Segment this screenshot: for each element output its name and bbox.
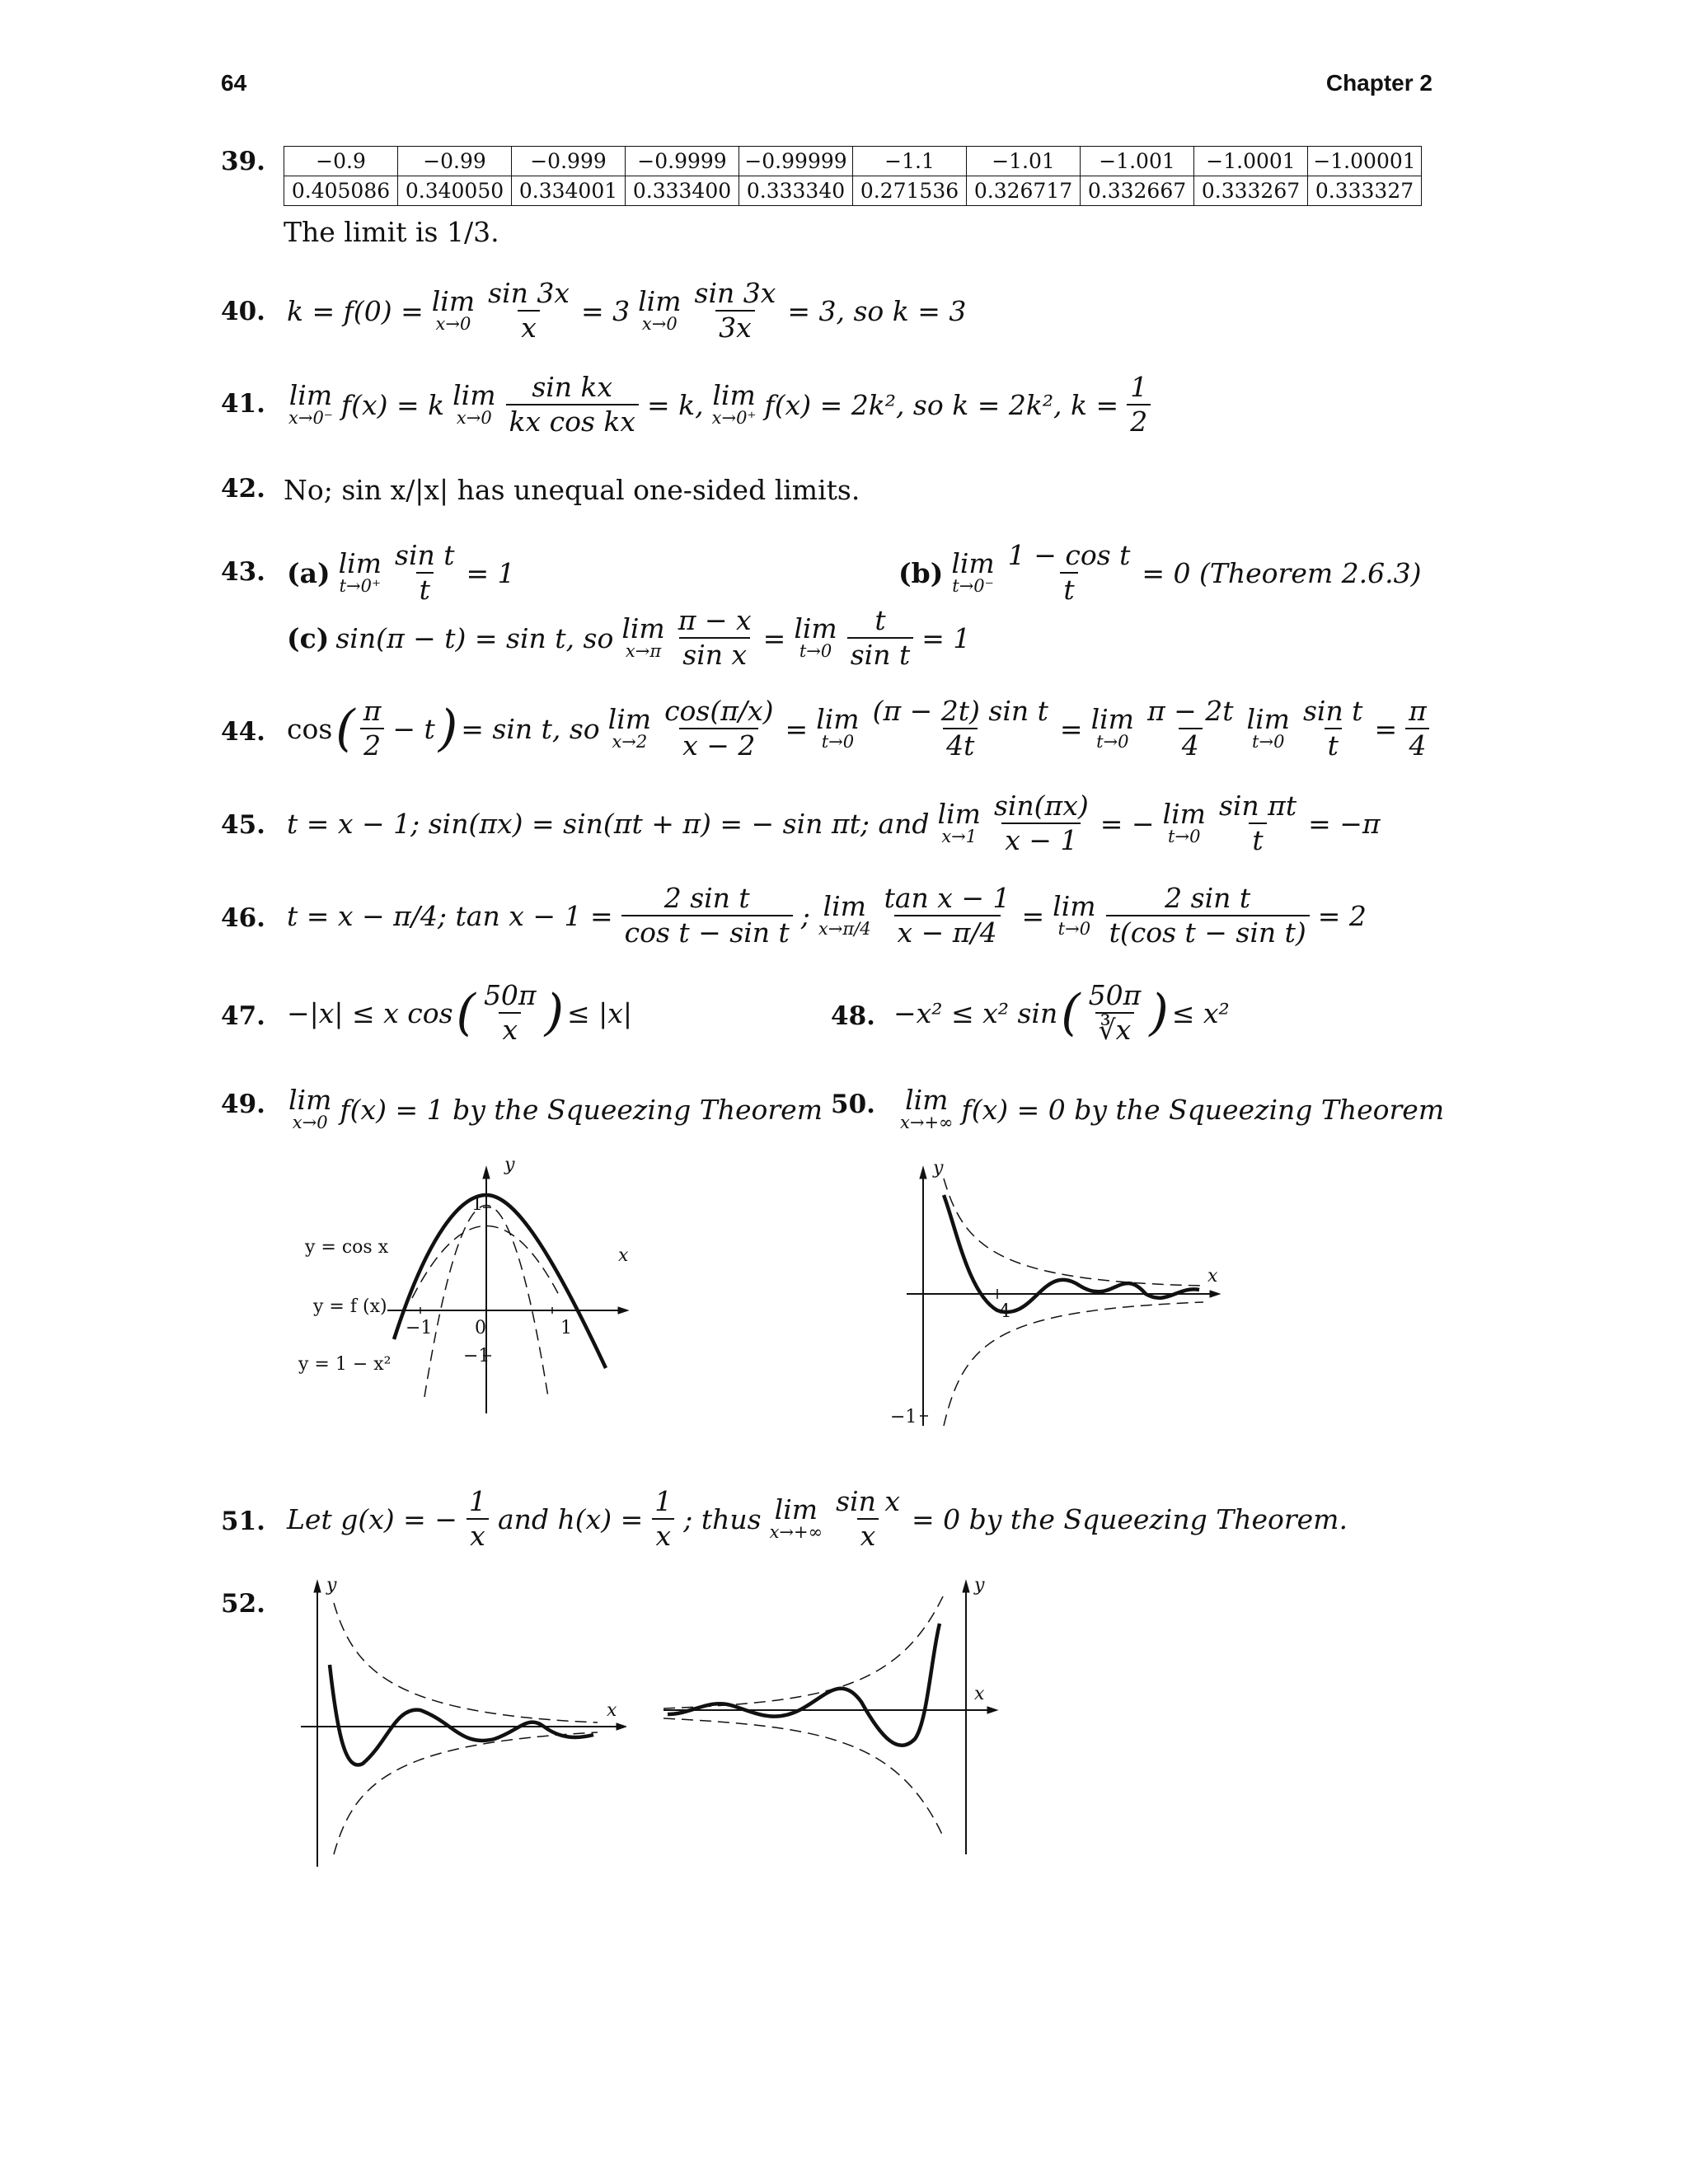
lower-envelope	[663, 1718, 944, 1838]
problem-43c	[284, 606, 973, 671]
denominator: 4	[1405, 728, 1429, 761]
table-cell: 0.333327	[1308, 176, 1422, 206]
lim-subscript: x→2	[612, 732, 648, 752]
tick-label-zero: 0	[475, 1318, 486, 1338]
numerator: 50π	[483, 979, 537, 1011]
lim-subscript: x→0	[292, 1113, 328, 1132]
f-curve	[330, 1665, 593, 1765]
eq-text: ;	[800, 899, 810, 932]
fraction	[1005, 541, 1134, 606]
part-label: (a)	[287, 556, 331, 589]
eq-text: −|x| ≤ x cos	[287, 996, 453, 1029]
lim-label: lim	[1162, 798, 1206, 831]
numerator: sin 3x	[488, 277, 570, 309]
eq-text: = k,	[646, 388, 704, 421]
problem-43a	[284, 541, 518, 606]
lim-label: lim	[951, 547, 995, 580]
table-cell: −0.99999	[739, 147, 853, 176]
denominator: x	[857, 1518, 879, 1551]
x-axis-arrow	[618, 1307, 628, 1314]
denominator: sin x	[679, 637, 750, 670]
numerator: π	[363, 695, 382, 727]
lim-subscript: t→0	[1168, 827, 1201, 847]
fraction	[1216, 791, 1300, 856]
lim-label: lim	[338, 547, 382, 580]
denominator: cos t − sin t	[621, 915, 793, 948]
limit-operator	[338, 547, 382, 597]
limit-operator	[431, 285, 476, 335]
y-axis-arrow	[483, 1167, 490, 1179]
left-paren: (	[456, 984, 476, 1043]
problem-47-equation	[284, 981, 635, 1046]
denominator: x − 2	[679, 728, 758, 761]
lim-label: lim	[638, 285, 682, 318]
x-axis-label: x	[1207, 1266, 1218, 1286]
problem-50-statement	[895, 1086, 1447, 1132]
problem-43-number: 43.	[221, 557, 265, 587]
limit-operator	[1091, 705, 1134, 752]
numerator: 1	[468, 1485, 486, 1517]
problem-52-left-graph	[297, 1574, 626, 1879]
problem-48-number: 48.	[831, 1001, 875, 1031]
tick-label-neg-one: −1	[890, 1407, 917, 1427]
table-cell: 0.334001	[512, 176, 626, 206]
numerator: 2 sin t	[663, 882, 750, 914]
denominator: t	[1060, 572, 1077, 605]
chapter-title: Chapter 2	[1325, 70, 1432, 96]
eq-text: = −	[1100, 807, 1155, 840]
denominator: sin t	[847, 637, 914, 670]
eq-text: f(x) = 2k², so k = 2k², k =	[764, 388, 1119, 421]
numerator: π − x	[678, 604, 752, 636]
table-row-x	[284, 147, 1422, 176]
lim-label: lim	[1090, 703, 1134, 736]
fraction	[1405, 696, 1430, 762]
problem-42-text: No; sin x/|x| has unequal one-sided limits.	[284, 474, 860, 506]
table-cell: −1.001	[1081, 147, 1194, 176]
problem-46-number: 46.	[221, 903, 265, 933]
table-cell: 0.333267	[1194, 176, 1308, 206]
lim-subscript: x→0⁺	[711, 408, 757, 429]
problem-45-number: 45.	[221, 810, 265, 840]
eq-text: = 3, so k = 3	[787, 294, 967, 327]
denominator: 4	[1179, 728, 1203, 761]
problem-52-right-graph	[659, 1574, 1006, 1879]
lim-subscript: t→0	[821, 732, 855, 752]
lim-subscript: x→0	[641, 314, 678, 335]
problem-47-number: 47.	[221, 1001, 265, 1031]
problem-49-number: 49.	[221, 1090, 265, 1119]
numerator: π	[1409, 695, 1427, 727]
fraction	[1106, 883, 1310, 949]
eq-text: = 0 by the Squeezing Theorem.	[911, 1502, 1348, 1535]
table-cell: 0.340050	[398, 176, 512, 206]
lim-label: lim	[774, 1493, 818, 1526]
limit-operator	[938, 800, 981, 846]
numerator: tan x − 1	[884, 882, 1010, 914]
lim-label: lim	[452, 379, 496, 412]
problem-44-equation	[284, 696, 1435, 762]
cos-curve-label: y = cos x	[305, 1237, 389, 1258]
numerator: 1	[654, 1485, 673, 1517]
problem-40-number: 40.	[221, 297, 265, 326]
denominator: kx cos kx	[506, 404, 639, 437]
lim-label: lim	[431, 285, 476, 318]
limit-operator	[1053, 890, 1096, 940]
y-axis-label: y	[933, 1158, 944, 1179]
x-axis-arrow	[987, 1707, 997, 1713]
limit-operator	[288, 379, 333, 429]
limit-operator	[900, 1086, 954, 1132]
lim-subscript: x→0	[456, 408, 492, 429]
numerator: sin t	[1302, 695, 1363, 727]
fraction	[991, 791, 1092, 856]
limit-operator	[608, 705, 651, 752]
lim-subscript: t→0⁺	[339, 576, 382, 597]
fraction	[506, 373, 639, 438]
limit-operator	[951, 547, 995, 597]
page-number: 64	[221, 70, 247, 96]
denominator: t	[1249, 823, 1266, 855]
y-axis-label: y	[974, 1575, 985, 1596]
eq-text: t = x − 1; sin(πx) = sin(πt + π) = − sin πt; and	[287, 807, 930, 840]
eq-text: = 2	[1317, 899, 1367, 932]
table-cell: −1.0001	[1194, 147, 1308, 176]
eq-text: ≤ x²	[1171, 996, 1230, 1029]
denominator: t	[1325, 728, 1342, 761]
numerator: cos(π/x)	[664, 695, 774, 727]
right-paren: )	[544, 984, 565, 1043]
problem-46-equation	[284, 883, 1370, 949]
limit-operator	[769, 1493, 823, 1543]
eq-text: =	[1021, 899, 1045, 932]
problem-51-statement	[284, 1487, 1351, 1552]
problem-49-graph	[288, 1154, 668, 1418]
y-axis-arrow	[963, 1581, 969, 1592]
problem-50-number: 50.	[831, 1090, 875, 1119]
eq-text: = −π	[1308, 807, 1381, 840]
denominator: x	[499, 1012, 521, 1045]
lim-label: lim	[794, 612, 837, 645]
problem-40-equation	[284, 279, 969, 344]
table-cell: 0.405086	[284, 176, 398, 206]
table-cell: 0.333340	[739, 176, 853, 206]
problem-45-equation	[284, 791, 1384, 856]
problem-51-number: 51.	[221, 1507, 265, 1536]
denominator: x	[467, 1518, 489, 1551]
table-cell: −1.1	[853, 147, 967, 176]
eq-text: = 0 (Theorem 2.6.3)	[1142, 556, 1422, 589]
tick-label-one: 1	[471, 1194, 483, 1215]
denominator: x	[518, 310, 540, 343]
x-axis-label: x	[618, 1245, 629, 1266]
eq-text: f(x) = k	[340, 388, 445, 421]
denominator: 2	[360, 728, 384, 761]
table-row-f	[284, 176, 1422, 206]
numerator: sin πt	[1218, 790, 1297, 822]
numerator: sin t	[395, 539, 455, 571]
table-cell: 0.271536	[853, 176, 967, 206]
problem-41-equation	[284, 373, 1156, 438]
fraction	[621, 883, 793, 949]
eq-text: =	[1374, 712, 1398, 745]
eq-text: f(x) = 0 by the Squeezing Theorem	[961, 1093, 1445, 1126]
lim-label: lim	[816, 703, 860, 736]
problem-39-number: 39.	[221, 147, 265, 176]
limit-operator	[711, 379, 757, 429]
right-paren: )	[1149, 984, 1169, 1043]
denominator: t(cos t − sin t)	[1106, 915, 1310, 948]
denominator: 3x	[715, 310, 755, 343]
tick-label-four: 4	[999, 1301, 1010, 1322]
x-axis-label: x	[974, 1684, 985, 1704]
fraction	[466, 1487, 490, 1552]
eq-text: Let g(x) = −	[287, 1502, 457, 1535]
numerator: 1	[1130, 371, 1148, 403]
numerator: sin x	[836, 1485, 900, 1517]
eq-text: =	[1059, 712, 1083, 745]
f-curve-label: y = f (x)	[313, 1296, 387, 1317]
fraction	[661, 696, 776, 762]
eq-text: k = f(0) =	[287, 294, 424, 327]
lim-label: lim	[288, 379, 333, 412]
denominator: ∛x	[1095, 1012, 1135, 1045]
eq-text: ≤ |x|	[567, 996, 633, 1029]
f-curve	[394, 1195, 606, 1368]
denominator: 2	[1127, 404, 1151, 437]
upper-envelope	[944, 1179, 1203, 1286]
fraction	[651, 1487, 675, 1552]
x-axis-arrow	[617, 1723, 626, 1730]
limit-operator	[452, 379, 496, 429]
part-label: (c)	[287, 621, 330, 654]
x-axis-arrow	[1210, 1291, 1220, 1297]
x-tick-label-pos: 1	[560, 1318, 572, 1338]
lim-label: lim	[1246, 703, 1290, 736]
lim-subscript: t→0	[1096, 732, 1129, 752]
problem-44-number: 44.	[221, 717, 265, 747]
problem-39-table	[284, 146, 1422, 206]
y-axis-label: y	[326, 1575, 337, 1596]
table-cell: −0.9999	[626, 147, 739, 176]
table-cell: −0.9	[284, 147, 398, 176]
numerator: π − 2t	[1146, 695, 1234, 727]
lim-subscript: t→0⁻	[952, 576, 994, 597]
upper-envelope	[663, 1595, 944, 1708]
fraction	[360, 696, 385, 762]
lim-label: lim	[712, 379, 756, 412]
numerator: sin kx	[532, 371, 613, 403]
fraction	[870, 696, 1052, 762]
denominator: 4t	[943, 728, 978, 761]
table-cell: −0.99	[398, 147, 512, 176]
denominator: x	[652, 1518, 674, 1551]
problem-43b	[895, 541, 1424, 606]
lim-subscript: x→1	[941, 827, 978, 847]
y-axis-arrow	[920, 1167, 926, 1179]
part-label: (b)	[898, 556, 944, 589]
lim-label: lim	[1053, 890, 1096, 923]
eq-text: sin(π − t) = sin t, so	[335, 621, 614, 654]
fraction	[1127, 373, 1151, 438]
lim-subscript: x→0	[435, 314, 471, 335]
eq-text: =	[785, 712, 809, 745]
lim-subscript: t→0	[799, 641, 832, 662]
eq-text: f(x) = 1 by the Squeezing Theorem	[340, 1093, 823, 1126]
problem-48-equation	[890, 981, 1233, 1046]
fraction	[392, 541, 458, 606]
eq-text: = 3	[580, 294, 631, 327]
limit-operator	[818, 890, 871, 940]
problem-39-conclusion: The limit is 1/3.	[284, 216, 499, 248]
fraction	[675, 606, 755, 671]
limit-operator	[1163, 800, 1206, 846]
limit-operator	[1247, 705, 1290, 752]
denominator: x − 1	[1001, 823, 1081, 855]
denominator: t	[416, 572, 434, 605]
eq-text: = 1	[921, 621, 971, 654]
fraction	[1300, 696, 1367, 762]
y-axis-arrow	[314, 1581, 321, 1592]
lower-envelope	[944, 1302, 1203, 1426]
numerator: sin 3x	[694, 277, 776, 309]
numerator: (π − 2t) sin t	[872, 695, 1048, 727]
fraction	[692, 279, 780, 344]
table-cell: 0.332667	[1081, 176, 1194, 206]
eq-text: − t	[392, 712, 435, 745]
eq-text: = sin t, so	[461, 712, 600, 745]
fraction	[1085, 981, 1145, 1046]
left-paren: (	[1061, 984, 1081, 1043]
problem-52-number: 52.	[221, 1589, 265, 1619]
fraction	[1144, 696, 1237, 762]
left-paren: (	[335, 700, 355, 758]
lim-subscript: x→π/4	[818, 919, 871, 940]
eq-text: −x² ≤ x² sin	[893, 996, 1058, 1029]
problem-42-number: 42.	[221, 474, 265, 504]
numerator: 1 − cos t	[1007, 539, 1131, 571]
fraction	[847, 606, 914, 671]
lim-subscript: t→0	[1057, 919, 1091, 940]
eq-text: t = x − π/4; tan x − 1 =	[287, 899, 613, 932]
right-paren: )	[438, 700, 458, 758]
upper-envelope	[334, 1603, 598, 1722]
eq-text: =	[762, 621, 786, 654]
limit-operator	[638, 285, 682, 335]
denominator: x − π/4	[894, 915, 1001, 948]
limit-operator	[621, 612, 665, 662]
tick-label-neg-one: −1	[463, 1346, 490, 1366]
problem-49-statement	[284, 1086, 826, 1132]
y-axis-label: y	[504, 1155, 515, 1175]
fraction	[485, 279, 573, 344]
numerator: t	[874, 604, 886, 636]
numerator: 50π	[1088, 979, 1142, 1011]
lim-label: lim	[621, 612, 665, 645]
fraction	[481, 981, 540, 1046]
table-cell: 0.326717	[967, 176, 1081, 206]
lim-subscript: x→+∞	[900, 1113, 954, 1132]
table-cell: −1.01	[967, 147, 1081, 176]
quadratic-curve-label: y = 1 − x²	[298, 1354, 392, 1375]
table-cell: 0.333400	[626, 176, 739, 206]
lim-label: lim	[905, 1084, 949, 1116]
limit-operator	[816, 705, 859, 752]
f-curve	[668, 1624, 940, 1746]
fraction	[881, 883, 1014, 949]
lim-label: lim	[937, 798, 981, 831]
lim-label: lim	[288, 1084, 332, 1116]
lim-subscript: t→0	[1252, 732, 1285, 752]
limit-operator	[794, 612, 837, 662]
fraction	[832, 1487, 903, 1552]
x-axis-label: x	[607, 1700, 617, 1721]
problem-41-number: 41.	[221, 389, 265, 419]
limit-operator	[288, 1086, 331, 1132]
lim-subscript: x→+∞	[769, 1522, 823, 1543]
table-cell: −0.999	[512, 147, 626, 176]
lim-label: lim	[823, 890, 866, 923]
numerator: sin(πx)	[993, 790, 1089, 822]
problem-50-graph	[874, 1154, 1236, 1434]
numerator: 2 sin t	[1165, 882, 1251, 914]
eq-text: = 1	[466, 556, 515, 589]
lim-subscript: x→0⁻	[288, 408, 333, 429]
table-cell: −1.00001	[1308, 147, 1422, 176]
eq-text: ; thus	[683, 1502, 762, 1535]
lim-subscript: x→π	[625, 641, 662, 662]
eq-text: cos	[287, 712, 333, 745]
lim-label: lim	[607, 703, 652, 736]
x-tick-label-neg: −1	[406, 1318, 433, 1338]
eq-text: and h(x) =	[497, 1502, 644, 1535]
